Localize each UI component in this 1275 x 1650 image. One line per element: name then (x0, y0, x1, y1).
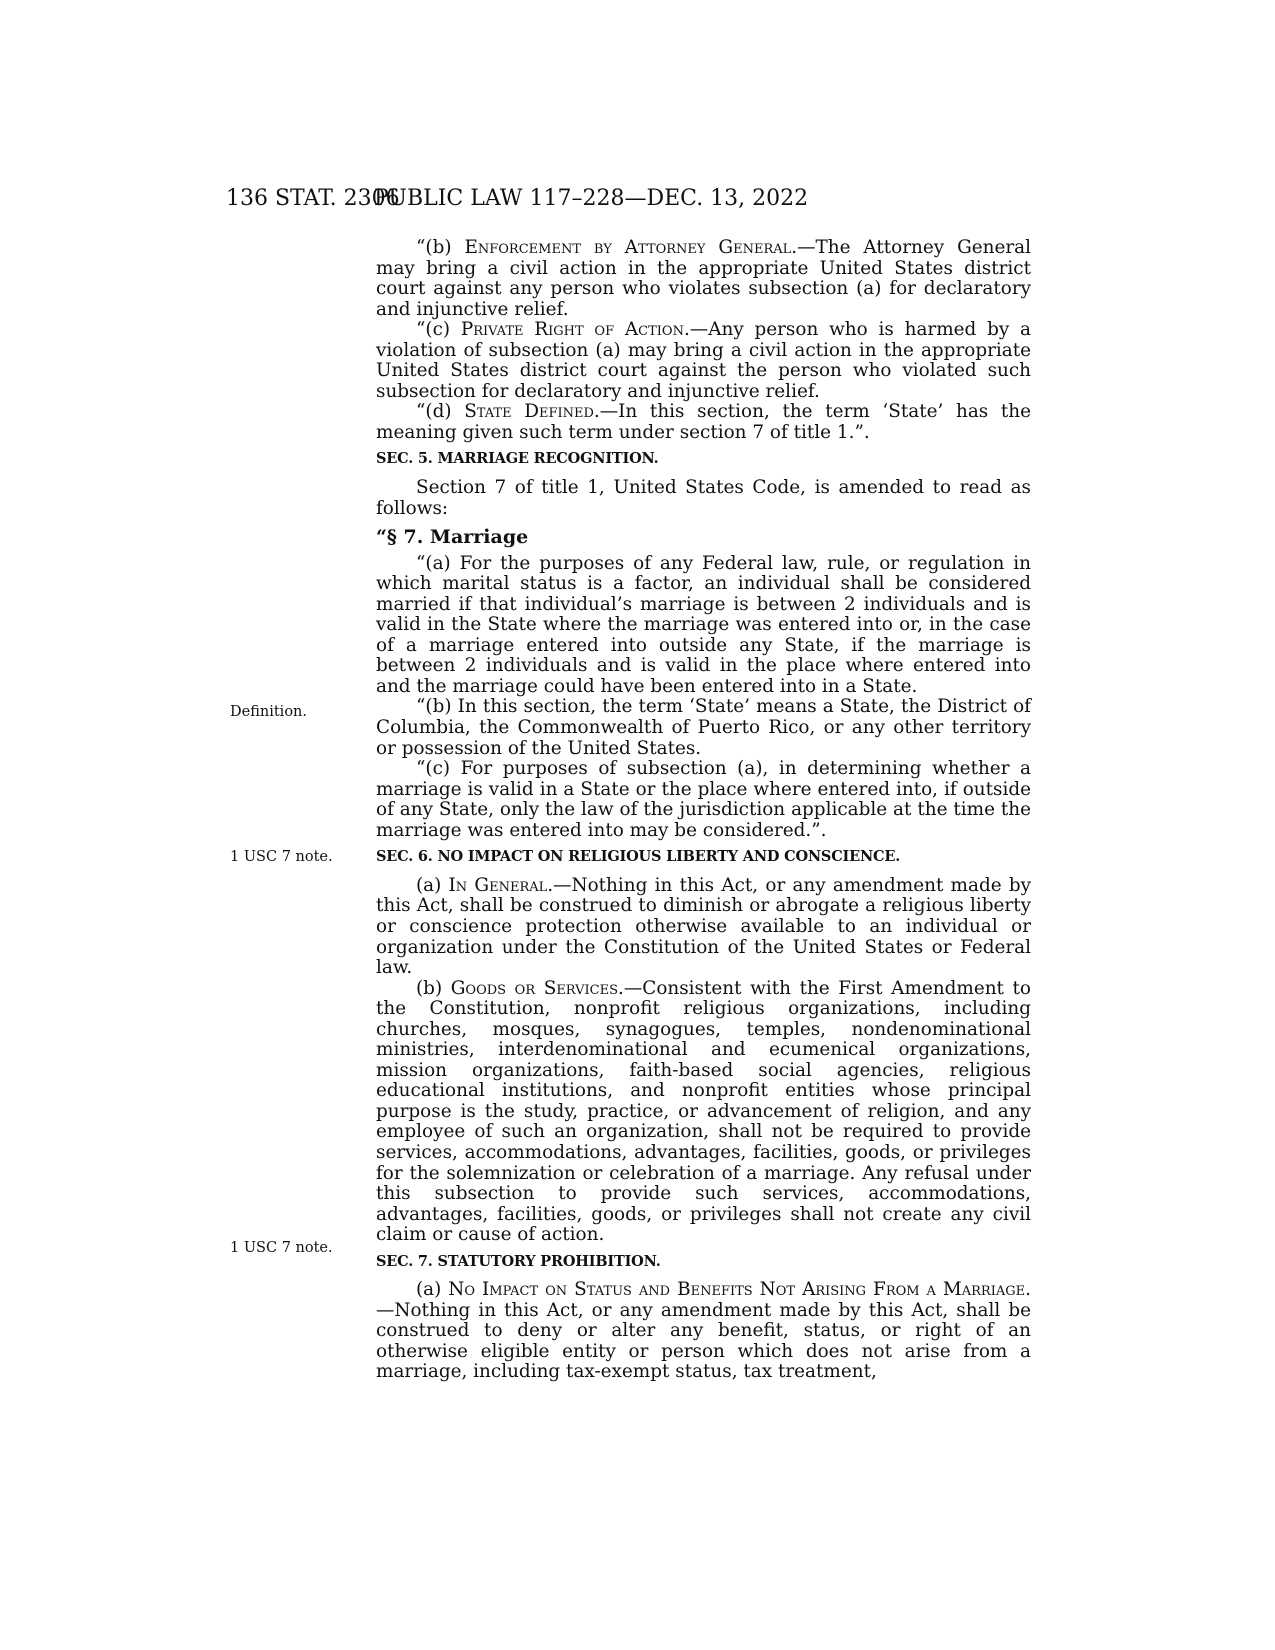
margin-note-sec6: 1 USC 7 note. (230, 849, 333, 865)
sec4-c-heading: Private Right of Action (460, 319, 684, 341)
sec4-d-prefix: “(d) (416, 401, 465, 423)
sec6-b-prefix: (b) (416, 977, 451, 999)
sec4-paragraph-b (376, 238, 1031, 320)
sec5-heading: SEC. 5. MARRIAGE RECOGNITION. (376, 450, 659, 468)
sec5-subheading: “§ 7. Marriage (376, 526, 529, 549)
sec4-paragraph-d (376, 402, 1031, 443)
body-text (376, 238, 1031, 1383)
sec4-b-text: .—The Attorney General may bring a civil action in the appropriate United States district court against any person who violates subsection (a) for declaratory and injunctive relief. (376, 237, 1032, 320)
sec6-a-text: .—Nothing in this Act, or any amendment made by this Act, shall be construed to diminish or abrogate a religious liberty or conscience protection otherwise available to an individual or organization under the Constitution of the United States or Federal law. (376, 874, 1031, 979)
sec6-b-heading: Goods or Services (450, 977, 619, 999)
sec6-heading: SEC. 6. NO IMPACT ON RELIGIOUS LIBERTY AND CONSCIENCE. (376, 848, 901, 866)
margin-note-definition: Definition. (230, 704, 307, 720)
sec4-b-prefix: “(b) (416, 237, 465, 258)
sec5-intro: Section 7 of title 1, United States Code, is amended to read as follows: (376, 477, 1031, 519)
sec7-a-text: .—Nothing in this Act, or any amendment made by this Act, shall be construed to deny or alter any benefit, status, or right of an otherwise eligible entity or person which does not arise from a marriage, including tax-exempt status, tax treatment, (376, 1279, 1031, 1383)
sec6-b-text: .—Consistent with the First Amendment to the Constitution, nonprofit religious organizations, including churches, mosques, synagogues, temples, nondenominational ministries, interdenominational and ecumenical organizations, mission organizations, faith-based social agencies, religious educational institutions, and nonprofit entities whose principal purpose is the study, practice, or advancement of religion, and any employee of such an organization, shall not be required to provide services, accommodations, advantages, facilities, goods, or privileges for the solemnization or celebration of a marriage. Any refusal under this subsection to provide such services, accommodations, advantages, facilities, goods, or privileges shall not create any civil claim or cause of action. (376, 977, 1032, 1246)
sec6-a-heading: In General (448, 874, 548, 896)
running-header (226, 186, 926, 218)
sec4-d-text: .—In this section, the term ‘State’ has the meaning given such term under section 7 of title 1.”. (376, 401, 1031, 443)
sec7-a-heading: No Impact on Status and Benefits Not Arising From a Marriage (448, 1279, 1026, 1301)
sec5-paragraph-a: “(a) For the purposes of any Federal law, rule, or regulation in which marital status is a factor, an individual shall be considered married if that individual’s marriage is between 2 individuals and is valid in the State where the marriage was entered into or, in the case of a marriage entered into outside any State, if the marriage is between 2 individuals and is valid in the place where entered into and the marriage could have been entered into in a State. (376, 552, 1031, 697)
sec7-paragraph-a (376, 1280, 1031, 1383)
sec4-d-heading: State Defined (464, 401, 594, 423)
sec4-c-text: .—Any person who is harmed by a violation of subsection (a) may bring a civil action in the appropriate United States district court against the person who violated such subsection for declaratory and injunctive relief. (376, 319, 1031, 402)
sec6-paragraph-a (376, 876, 1031, 979)
sec4-paragraph-c (376, 320, 1031, 402)
sec5-paragraph-b: “(b) In this section, the term ‘State’ means a State, the District of Columbia, the Commonwealth of Puerto Rico, or any other territory or possession of the United States. (376, 696, 1031, 759)
sec7-heading: SEC. 7. STATUTORY PROHIBITION. (376, 1252, 661, 1270)
sec6-paragraph-b (376, 979, 1031, 1246)
law-title: PUBLIC LAW 117–228—DEC. 13, 2022 (374, 186, 809, 211)
sec4-b-heading: Enforcement by Attorney General (464, 237, 792, 258)
margin-note-sec7: 1 USC 7 note. (230, 1240, 333, 1256)
sec7-a-prefix: (a) (416, 1279, 449, 1301)
stat-page-number: 136 STAT. 2306 (226, 186, 400, 211)
sec4-c-prefix: “(c) (416, 319, 461, 341)
sec6-a-prefix: (a) (416, 874, 449, 896)
sec5-paragraph-c: “(c) For purposes of subsection (a), in determining whether a marriage is valid in a State or the place where entered into, if outside of any State, only the law of the jurisdiction applicable at the time the marriage was entered into may be considered.”. (376, 758, 1031, 841)
